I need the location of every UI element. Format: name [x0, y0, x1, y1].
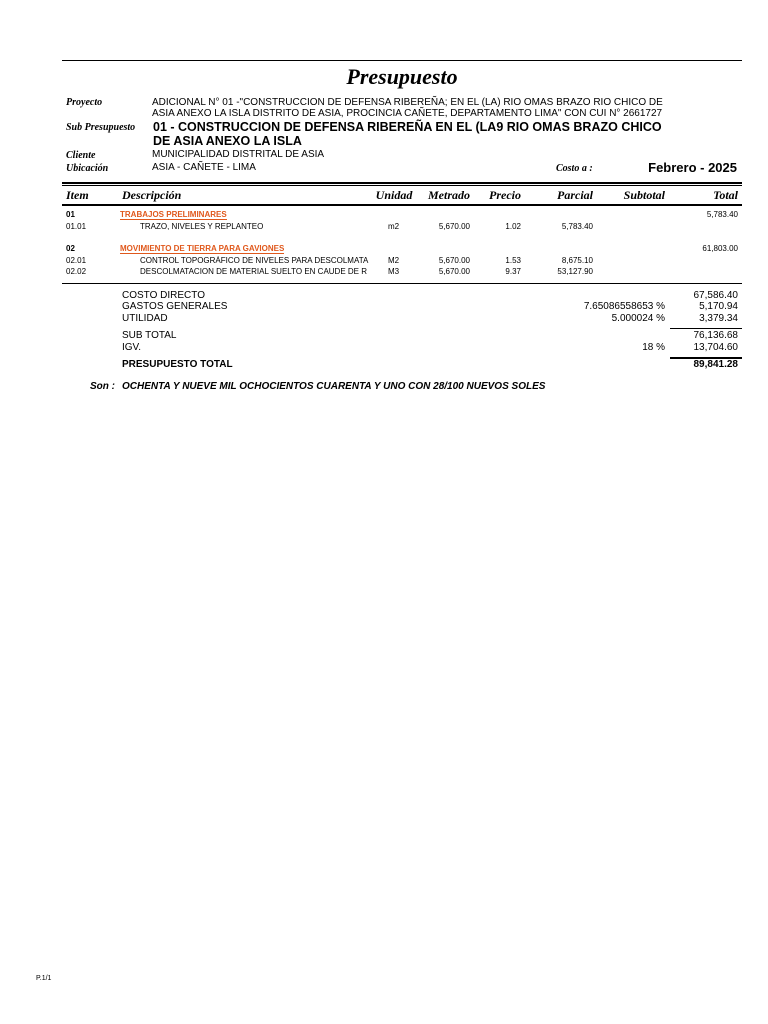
- igv-label: IGV.: [122, 342, 142, 353]
- group-total: 61,803.00: [702, 244, 738, 253]
- group-title: MOVIMIENTO DE TIERRA PARA GAVIONES: [120, 244, 285, 253]
- row-metrado: 5,670.00: [438, 267, 470, 276]
- group-item: 01: [66, 210, 75, 219]
- col-unidad: Unidad: [375, 188, 413, 202]
- row-precio: 9.37: [505, 267, 521, 276]
- group-total: 5,783.40: [706, 210, 738, 219]
- page-number: P.1/1: [36, 975, 52, 982]
- row-parcial: 5,783.40: [561, 222, 593, 231]
- gastos-generales-value: 5,170.94: [699, 301, 738, 312]
- page-title: Presupuesto: [346, 64, 458, 89]
- row-precio: 1.53: [505, 256, 521, 265]
- utilidad-value: 3,379.34: [699, 313, 738, 324]
- table-bottom-rule: [62, 283, 742, 284]
- row-unit: M3: [388, 267, 400, 276]
- utilidad-label: UTILIDAD: [122, 313, 168, 324]
- utilidad-pct: 5.000024 %: [611, 313, 665, 324]
- son-text: OCHENTA Y NUEVE MIL OCHOCIENTOS CUARENTA Y UNO CON 28/100 NUEVOS SOLES: [122, 381, 546, 392]
- row-unit: m2: [388, 222, 400, 231]
- col-total: Total: [713, 188, 738, 202]
- proyecto-line-1: ADICIONAL N° 01 -"CONSTRUCCION DE DEFENSA RIBEREÑA; EN EL (LA) RIO OMAS BRAZO RIO CHICO DE: [152, 97, 663, 108]
- sub-presupuesto-line-2: DE ASIA ANEXO LA ISLA: [153, 134, 302, 148]
- presupuesto-total-value: 89,841.28: [693, 359, 738, 370]
- costo-a-label: Costo a :: [556, 163, 593, 174]
- cliente-value: MUNICIPALIDAD DISTRITAL DE ASIA: [152, 149, 325, 160]
- row-desc: TRAZO, NIVELES Y REPLANTEO: [140, 222, 264, 231]
- col-subtotal: Subtotal: [623, 188, 665, 202]
- row-parcial: 53,127.90: [557, 267, 593, 276]
- row-metrado: 5,670.00: [438, 256, 470, 265]
- table-header-top-rule: [62, 182, 742, 184]
- sub-presupuesto-label: Sub Presupuesto: [66, 122, 136, 133]
- col-parcial: Parcial: [557, 188, 593, 202]
- table-header-top-rule-2: [62, 185, 742, 186]
- row-desc: CONTROL TOPOGRÁFICO DE NIVELES PARA DESCOLMATA: [140, 256, 369, 265]
- group-title: TRABAJOS PRELIMINARES: [120, 210, 227, 219]
- gastos-generales-label: GASTOS GENERALES: [122, 301, 228, 312]
- row-item: 01.01: [66, 222, 87, 231]
- costo-directo-value: 67,586.40: [693, 290, 738, 301]
- gastos-generales-pct: 7.65086558653 %: [583, 301, 665, 312]
- row-metrado: 5,670.00: [438, 222, 470, 231]
- sub-total-value: 76,136.68: [693, 330, 738, 341]
- table-header-bottom-rule: [62, 204, 742, 206]
- igv-value: 13,704.60: [693, 342, 738, 353]
- sub-total-label: SUB TOTAL: [122, 330, 177, 341]
- subtotal-rule: [670, 328, 742, 329]
- igv-pct: 18 %: [642, 342, 665, 353]
- group-item: 02: [66, 244, 75, 253]
- costo-fecha: Febrero - 2025: [648, 160, 737, 175]
- row-item: 02.01: [66, 256, 87, 265]
- ubicacion-label: Ubicación: [66, 163, 109, 174]
- col-precio: Precio: [489, 188, 521, 202]
- sub-presupuesto-line-1: 01 - CONSTRUCCION DE DEFENSA RIBEREÑA EN EL (LA9 RIO OMAS BRAZO CHICO: [153, 120, 662, 134]
- row-precio: 1.02: [505, 222, 521, 231]
- col-descripcion: Descripción: [122, 188, 182, 202]
- row-desc: DESCOLMATACION DE MATERIAL SUELTO EN CAUDE DE R: [140, 267, 367, 276]
- proyecto-label: Proyecto: [66, 97, 103, 108]
- son-label: Son :: [90, 381, 115, 392]
- cliente-label: Cliente: [66, 150, 96, 161]
- row-unit: M2: [388, 256, 400, 265]
- proyecto-line-2: ASIA ANEXO LA ISLA DISTRITO DE ASIA, PROCINCIA CAÑETE, DEPARTAMENTO LIMA" CON CUI N° 2661727: [152, 108, 663, 119]
- top-rule: [62, 60, 742, 61]
- col-metrado: Metrado: [428, 188, 470, 202]
- presupuesto-total-label: PRESUPUESTO TOTAL: [122, 359, 233, 370]
- ubicacion-value: ASIA - CAÑETE - LIMA: [152, 162, 256, 173]
- col-item: Item: [66, 188, 89, 202]
- row-item: 02.02: [66, 267, 87, 276]
- costo-directo-label: COSTO DIRECTO: [122, 290, 205, 301]
- row-parcial: 8,675.10: [561, 256, 593, 265]
